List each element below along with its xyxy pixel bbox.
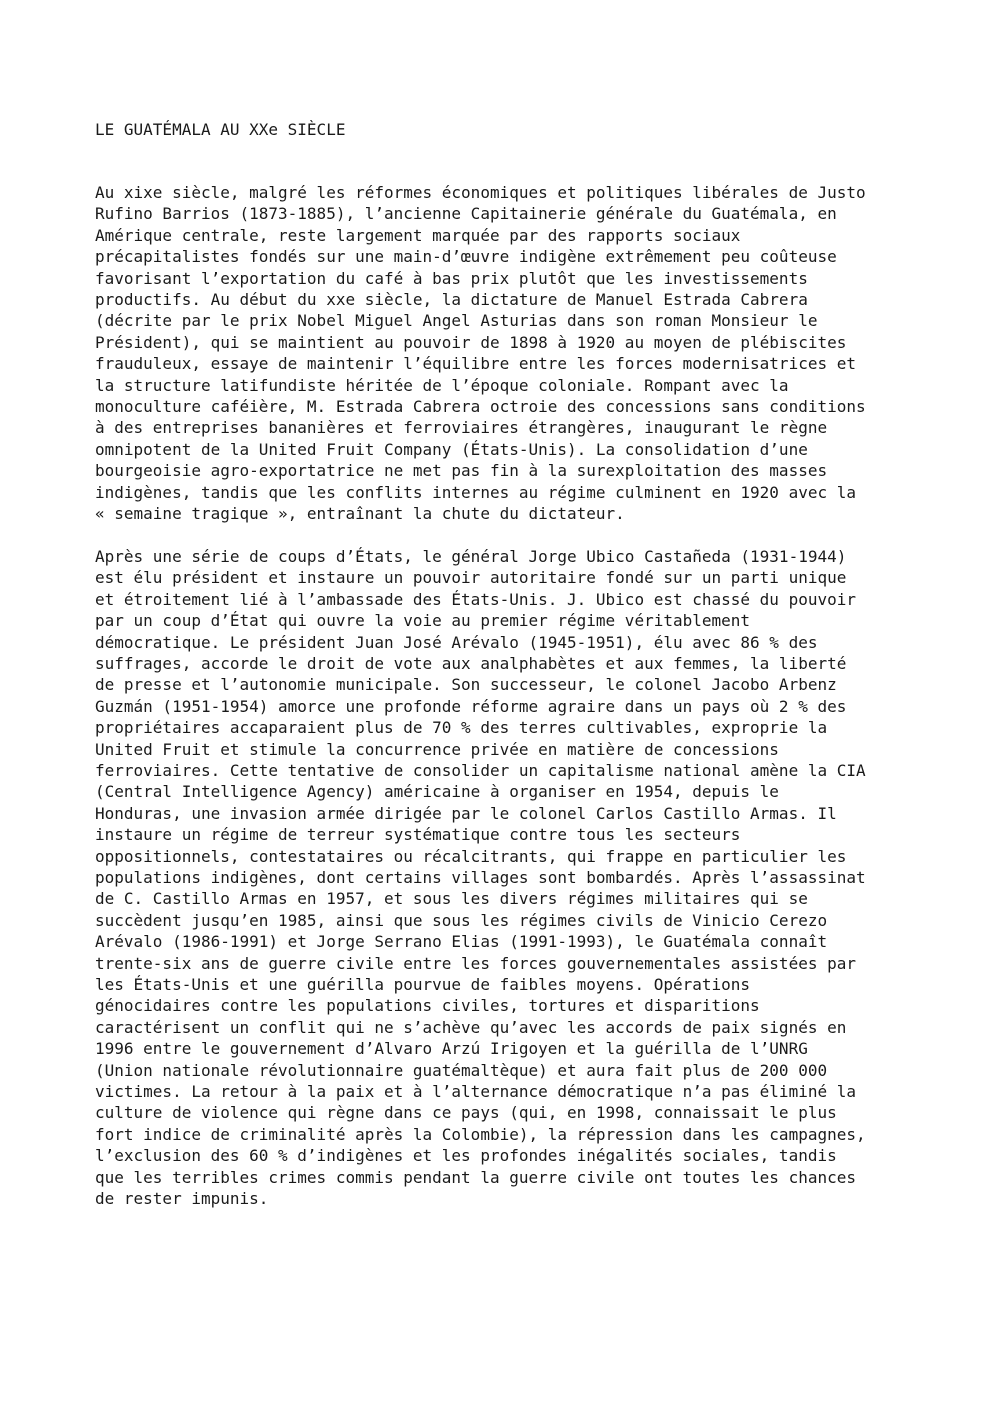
text-line: oppositionnels, contestataires ou récalcitrants, qui frappe en particulier les [95, 846, 847, 866]
text-line: de C. Castillo Armas en 1957, et sous les divers régimes militaires qui se [95, 889, 808, 909]
text-line: et étroitement lié à l’ambassade des États-Unis. J. Ubico est chassé du pouvoir [95, 589, 856, 609]
text-line: Rufino Barrios (1873-1885), l’ancienne Capitainerie générale du Guatémala, en [95, 204, 837, 224]
text-line: de presse et l’autonomie municipale. Son successeur, le colonel Jacobo Arbenz [95, 675, 837, 695]
text-line: frauduleux, essaye de maintenir l’équilibre entre les forces modernisatrices et [95, 354, 856, 374]
text-line: succèdent jusqu’en 1985, ainsi que sous les régimes civils de Vinicio Cerezo [95, 910, 828, 930]
text-line: monoculture caféière, M. Estrada Cabrera octroie des concessions sans conditions [95, 397, 866, 417]
text-line: précapitalistes fondés sur une main-d’œuvre indigène extrêmement peu coûteuse [95, 247, 837, 267]
text-line: (Central Intelligence Agency) américaine à organiser en 1954, depuis le [95, 782, 779, 802]
text-line: à des entreprises bananières et ferroviaires étrangères, inaugurant le règne [95, 418, 828, 438]
text-line: victimes. La retour à la paix et à l’alternance démocratique n’a pas éliminé la [95, 1082, 856, 1102]
text-line: productifs. Au début du xxe siècle, la dictature de Manuel Estrada Cabrera [95, 290, 808, 310]
text-line: caractérisent un conflit qui ne s’achève qu’avec les accords de paix signés en [95, 1017, 847, 1037]
text-line: est élu président et instaure un pouvoir autoritaire fondé sur un parti unique [95, 568, 847, 588]
text-line: bourgeoisie agro-exportatrice ne met pas fin à la surexploitation des masses [95, 461, 828, 481]
text-line: Au xixe siècle, malgré les réformes économiques et politiques libérales de Justo [95, 183, 866, 202]
text-line: démocratique. Le président Juan José Arévalo (1945-1951), élu avec 86 % des [95, 632, 818, 652]
text-line: l’exclusion des 60 % d’indigènes et les profondes inégalités sociales, tandis [95, 1146, 837, 1166]
text-line: Président), qui se maintient au pouvoir de 1898 à 1920 au moyen de plébiscites [95, 332, 847, 352]
text-line: propriétaires accaparaient plus de 70 % des terres cultivables, exproprie la [95, 718, 828, 738]
text-line: instaure un régime de terreur systématique contre tous les secteurs [95, 825, 741, 845]
text-line: Honduras, une invasion armée dirigée par le colonel Carlos Castillo Armas. Il [95, 803, 837, 823]
text-line: par un coup d’État qui ouvre la voie au premier régime véritablement [95, 611, 751, 631]
text-line: Guzmán (1951-1954) amorce une profonde réforme agraire dans un pays où 2 % des [95, 696, 847, 716]
text-line: populations indigènes, dont certains villages sont bombardés. Après l’assassinat [95, 867, 866, 887]
paragraph-spacer [95, 525, 905, 546]
text-line: favorisant l’exportation du café à bas prix plutôt que les investissements [95, 268, 808, 288]
text-line: (décrite par le prix Nobel Miguel Angel Asturias dans son roman Monsieur le [95, 311, 818, 331]
text-line: de rester impunis. [95, 1189, 269, 1209]
text-line: omnipotent de la United Fruit Company (États-Unis). La consolidation d’une [95, 439, 808, 459]
text-line: indigènes, tandis que les conflits internes au régime culminent en 1920 avec la [95, 482, 856, 502]
text-line: culture de violence qui règne dans ce pays (qui, en 1998, connaissait le plus [95, 1103, 837, 1123]
text-line: trente-six ans de guerre civile entre les forces gouvernementales assistées par [95, 953, 856, 973]
paragraph-2 [95, 546, 905, 1210]
text-line: Arévalo (1986-1991) et Jorge Serrano Elias (1991-1993), le Guatémala connaît [95, 932, 828, 952]
paragraph-1 [95, 182, 905, 525]
text-line: Amérique centrale, reste largement marquée par des rapports sociaux [95, 225, 741, 245]
text-line: ferroviaires. Cette tentative de consolider un capitalisme national amène la CIA [95, 760, 866, 780]
text-line: les États-Unis et une guérilla pourvue de faibles moyens. Opérations [95, 975, 751, 995]
document-title: LE GUATÉMALA AU XXe SIÈCLE [95, 120, 346, 139]
text-line: suffrages, accorde le droit de vote aux analphabètes et aux femmes, la liberté [95, 653, 847, 673]
text-line: 1996 entre le gouvernement d’Alvaro Arzú Irigoyen et la guérilla de l’UNRG [95, 1039, 808, 1059]
document-body [95, 182, 905, 1209]
text-line: la structure latifundiste héritée de l’époque coloniale. Rompant avec la [95, 375, 789, 395]
text-line: génocidaires contre les populations civiles, tortures et disparitions [95, 996, 760, 1016]
text-line: United Fruit et stimule la concurrence privée en matière de concessions [95, 739, 779, 759]
text-line: fort indice de criminalité après la Colombie), la répression dans les campagnes, [95, 1124, 866, 1144]
text-line: « semaine tragique », entraînant la chute du dictateur. [95, 504, 625, 524]
text-line: que les terribles crimes commis pendant la guerre civile ont toutes les chances [95, 1167, 856, 1187]
text-line: Après une série de coups d’États, le général Jorge Ubico Castañeda (1931-1944) [95, 546, 847, 566]
text-line: (Union nationale révolutionnaire guatémaltèque) et aura fait plus de 200 000 [95, 1060, 828, 1080]
